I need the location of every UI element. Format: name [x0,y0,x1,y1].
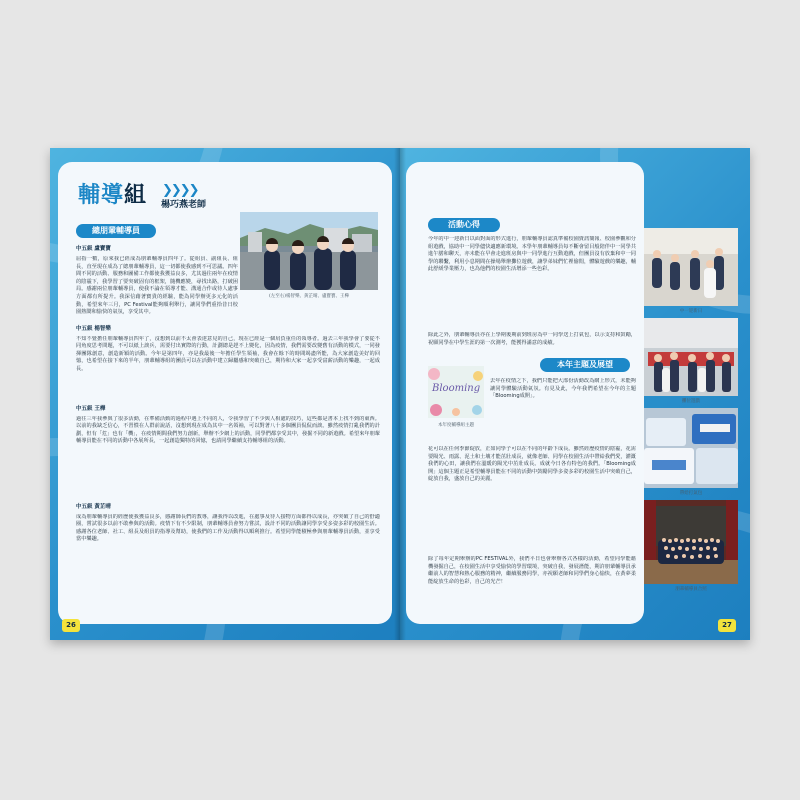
page-title: 輔導組 [78,183,148,208]
blooming-theme-image [428,366,484,418]
entry-text-continued [76,302,380,325]
activity-photo [644,500,738,584]
activity-photo [644,408,738,488]
photo-caption: 攤位遊戲 [682,399,700,404]
page-number: 26 [62,619,80,632]
group-stage-photo-illustration [644,500,738,584]
entry-name: 中五級 黃芷晴 [76,504,111,510]
chevron-right-icon: ❯❯❯❯ [162,183,198,198]
entry-name: 中五級 盧寶寶 [76,246,111,252]
entry-text: 成為朋輩輔導員的經歷使我獲益良多，感謝師長們的教導，讓我得以改進，在處事及待人接物方面都得以成長，亦突破了自己的舒適圈，嘗試很多以前不敢參與的活動。疫情下有不少限制，朋輩輔導員會努力嘗試，設計不同的活動讓同學享受多姿多彩的校園生活。感謝各位老師、社工、組長及組員的指導及幫助，使我們的工作及活動得以順利推行。希望同學能積極參與朋輩輔導員活動，並享受當中樂趣。 [76,513,380,543]
magazine-spread [50,148,750,640]
entry-text: 過往三年我參與了很多活動，在準備活動的過程中遇上不同的人，令我學習了不少與人相處的技巧，這些都是書本上找不到的東西。以前的我缺乏信心，不習慣在人群前說話，沒想到現在成為其中一名領袖，可以對著八十多個團員侃侃而談。雖然疫情打亂我們的計劃，但有「危」也有「機」，在疫情期間我們努力創新，舉辦不少網上的活動，同學們都享受其中，發掘不同的新遊戲。希望來年朋輩輔導員能在不同的活動中各展所長，一起創造獨特的回憶，也請同學繼續支持輔導組的活動。 [76,415,380,445]
entry-text: 屈指一數，原來我已經成為朋輩輔導員四年了。從組員、副組長、組長，直至現在成為了總朋輩輔導員，這一切都使我感到不可思議。四年間不同的活動、服務和圖備工作都使我獲益良多，尤其過往兩年在疫情的陰霾下，我學習了要突破固有的框架，隨機應變，尋找出路，打破困局。感謝兩位朋輩輔導員，使我不論在領導才能、溝通合作或待人處事方面都有所提升。我深信藉著寶貴的經驗，能為同學辦更多元化的活動，希望來年三月，PC Festival能夠順利舉行，讓同學們重拾昔日校園熱鬧和愉快的氣氛，享受其中。 [76,256,238,316]
teacher-name: 楊巧燕老師 [161,200,207,210]
photo-caption: (左至右)楊智樂、黃芷晴、盧寶寶、王樺 [268,294,349,299]
paragraph: 去年在疫情之下，我們只能把大部份活動改為網上形式，未能夠讓同學體驗活動氣氛。有見及此，今年我們希望在今年的主題「Blooming成開」。 [490,378,636,400]
right-page [400,148,750,640]
page-number: 27 [718,619,736,632]
blooming-word: Blooming [432,383,481,394]
paragraph: 今年的中一迎新日以面對面的形式進行，朋輩輔導員認真準備校園資訊簡報、校園參觀和分組遊戲，協助中一同學儘快適應新環境。本學年朋輩輔導員每不斷會留目般陪伴中一同學共進午膳和聊天，亦未能在早會走進班房與中一同學進行互動遊戲，但團員沒有放棄和中一同學的聯繫，利用小息期間在操場舉辦攤位遊戲，讓學弟妹們忙裡偷閒，體驗遊戲的樂趣，輔此舒緩學業壓力，也為他們的校園生活增添一些色彩。 [428,236,636,273]
activity-photo [644,318,738,396]
entry-name: 中五級 王樺 [76,406,106,412]
booth-game-photo-illustration [644,318,738,396]
entry-text: 不知不覺擔任朋輩輔導員四年了，沒想到以前不太會表達意見的自己，現在已經是一個肩負重任的領導者。過去三年我學會了要從不同角度思考問題，不可以紙上談兵，需要付出實際的行動，計劃總是趕不上變化，因為疫情，我們需要改變舊有活動的模式，一同發揮團隊創意，創造新穎的活動。今年是第四年，亦是我最後一年擔任學生領袖，我會在餘下的時間竭盡所能，為大家創造美好的回憶，也希望在接下來的半年，朋輩輔導組的團員可以在活動中建立歸屬感和突破自己，期待和大家一起享受富薪活動的樂趣，一起成長。 [76,335,380,372]
activity-photo [644,228,738,306]
group-photo [240,212,378,290]
entry-name: 中五級 楊智樂 [76,326,111,332]
paragraph: 除此之外，朋輩輔導員亦在上學期後期前到班房為中一同學送上打氣包，以示支持和鼓勵，祝願同學在中學生涯的第一次測考，能獲得滿意的成績。 [428,332,636,346]
photo-caption: 本年度輔導組主題 [438,423,474,428]
entry-block [76,504,380,576]
section-tag: 總朋輩輔導員 [76,224,156,238]
left-page [50,148,400,640]
photo-caption: 朋輩輔導員合照 [675,587,707,592]
section-tag: 本年主題及展望 [540,358,630,372]
spine-shadow [394,148,406,640]
entry-block [76,246,236,254]
care-package-photo-illustration [644,408,738,488]
photo-caption: 帶給打氣包 [679,491,703,496]
entry-block [76,406,380,493]
group-photo-illustration [240,212,378,290]
paragraph: 花可以在任何季節綻放，正如同學子可以在不同的年齡下成長。雖然經歷疫情的陰霾，花需要陽光、雨露、泥土和土壤才能茁壯成長，就像老師、同學在校園生活中帶給我們愛，灌溉我們的心田，讓我們在溫暖的陽光中茁壯成長。成就今日各有特色的我們。「Blooming成開」這個主題正是希望輔導員能在不同的活動中鼓勵同學多姿多彩的校園生活中突破自己，綻放自我，盛放自己的美麗。 [428,446,636,483]
photo-caption: 中一迎新日 [679,309,703,314]
classroom-photo-illustration [644,228,738,306]
entry-block [76,326,380,390]
section-tag: 活動心得 [428,218,500,232]
paragraph: 除了每年定期舉辦的PC FESTIVAL外，我們平日也會舉辦各式各樣的活動，希望同學能藉機發掘自己，在校園生活中享受愉快的學習環境，突破自我，發展潛能，期許朋輩輔導員承繼前人的智慧和熱心服務的精神，繼續服務同學，亦祝願老師和同學們身心愉快，在黃夢柔能綻放生命的色彩，自己的光芒！ [428,556,636,585]
